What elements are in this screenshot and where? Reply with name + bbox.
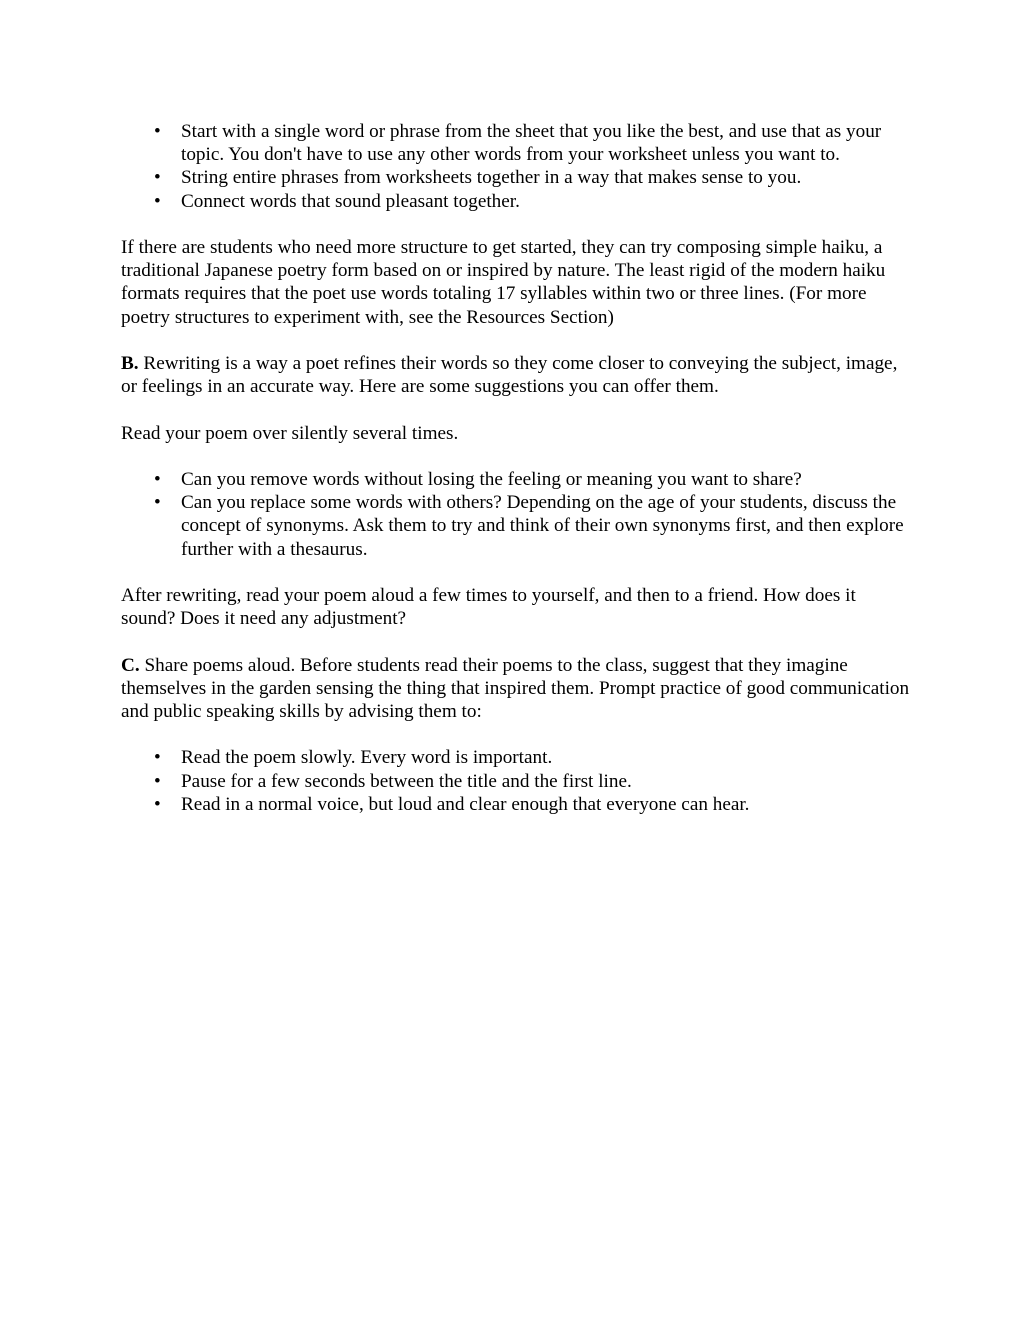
spacer xyxy=(121,213,911,236)
reading-advice-list xyxy=(121,746,911,816)
bullet-icon: • xyxy=(154,468,161,490)
bullet-icon: • xyxy=(154,747,161,769)
list-item-text: Start with a single word or phrase from the sheet that you like the best, and use that as your topic. You don't have to use any other words from your worksheet unless you want to. xyxy=(181,121,882,166)
read-silently-paragraph: Read your poem over silently several times. xyxy=(121,422,459,444)
section-b-paragraph xyxy=(121,352,911,398)
section-c-label: C. xyxy=(121,654,140,676)
list-item-text: Can you remove words without losing the feeling or meaning you want to share? xyxy=(181,468,802,490)
list-item xyxy=(154,468,911,491)
spacer xyxy=(121,445,911,468)
list-item xyxy=(154,190,911,213)
list-item xyxy=(154,120,911,166)
section-c-paragraph xyxy=(121,654,911,724)
bullet-icon: • xyxy=(154,770,161,792)
list-item-text: Read the poem slowly. Every word is important. xyxy=(181,747,553,769)
spacer xyxy=(121,723,911,746)
document-page xyxy=(121,120,911,816)
list-item xyxy=(154,793,911,816)
list-item xyxy=(154,491,911,561)
spacer xyxy=(121,398,911,421)
section-c-text: Share poems aloud. Before students read their poems to the class, suggest that they imagine themselves in the garden sensing the thing that inspired them. Prompt practice of good communication and public speaking skills by advising them to: xyxy=(121,654,910,722)
rewriting-questions-list xyxy=(121,468,911,561)
list-item xyxy=(154,770,911,793)
bullet-icon: • xyxy=(154,190,161,212)
bullet-icon: • xyxy=(154,167,161,189)
spacer xyxy=(121,630,911,653)
section-b-text: Rewriting is a way a poet refines their words so they come closer to conveying the subject, image, or feelings in an accurate way. Here are some suggestions you can offer them. xyxy=(121,353,898,398)
list-item-text: Read in a normal voice, but loud and clear enough that everyone can hear. xyxy=(181,793,750,815)
bullet-icon: • xyxy=(154,121,161,142)
list-item-text: String entire phrases from worksheets together in a way that makes sense to you. xyxy=(181,167,802,189)
after-rewriting-paragraph: After rewriting, read your poem aloud a few times to yourself, and then to a friend. How does it sound? Does it need any adjustment? xyxy=(121,584,856,630)
section-b-label: B. xyxy=(121,353,139,374)
spacer xyxy=(121,329,911,352)
bullet-icon: • xyxy=(154,793,161,815)
list-item xyxy=(154,166,911,189)
list-item-text: Pause for a few seconds between the title and the first line. xyxy=(181,770,632,792)
list-item-text: Connect words that sound pleasant together. xyxy=(181,190,520,212)
bullet-icon: • xyxy=(154,492,161,514)
list-item xyxy=(154,746,911,769)
tips-list xyxy=(121,120,911,213)
structure-paragraph: If there are students who need more structure to get started, they can try composing simple haiku, a traditional Japanese poetry form based on or inspired by nature. The least rigid of the modern haiku formats requires that the poet use words totaling 17 syllables within two or three lines. (For more poetry structures to experiment with, see the Resources Section) xyxy=(121,237,886,328)
spacer xyxy=(121,561,911,584)
list-item-text: Can you replace some words with others? Depending on the age of your students, discuss the concept of synonyms. Ask them to try and think of their own synonyms first, and then explore further with a thesaurus. xyxy=(181,492,904,560)
